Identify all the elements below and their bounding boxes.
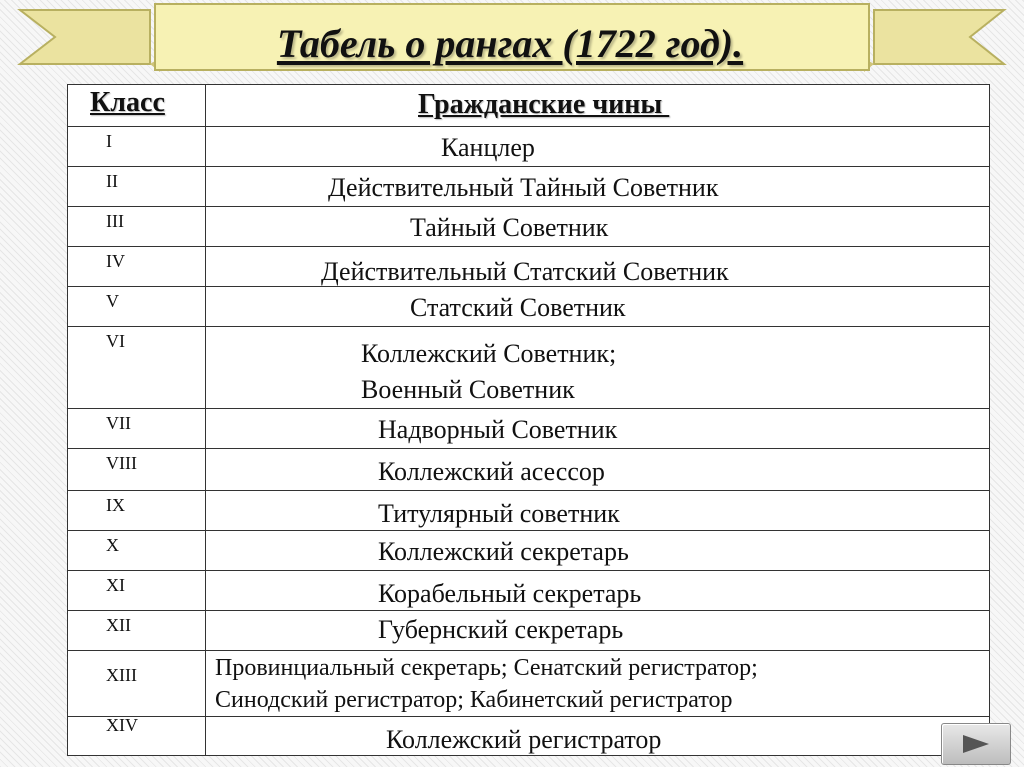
class-cell	[68, 449, 206, 490]
class-number: V	[106, 291, 119, 311]
rank-title: Военный Советник	[361, 375, 575, 404]
class-number: XII	[106, 615, 131, 635]
table-row	[67, 326, 990, 408]
header-class-label: Класс	[90, 87, 165, 118]
rank-title: Провинциальный секретарь; Сенатский регистратор;	[215, 655, 758, 681]
table-row	[67, 716, 990, 756]
class-number: I	[106, 131, 112, 151]
rank-title: Губернский секретарь	[378, 615, 624, 644]
class-number: IV	[106, 251, 125, 271]
class-number: XIV	[106, 715, 138, 735]
class-cell	[68, 327, 206, 408]
rank-title: Действительный Тайный Советник	[328, 173, 719, 202]
table-row	[67, 166, 990, 206]
rank-title: Статский Советник	[410, 293, 626, 322]
class-cell	[68, 651, 206, 716]
class-cell	[68, 491, 206, 530]
rank-title: Корабельный секретарь	[378, 579, 642, 608]
table-row	[67, 530, 990, 570]
table-row	[67, 286, 990, 326]
play-triangle-icon	[961, 733, 991, 755]
class-cell	[68, 167, 206, 206]
header-class-cell	[68, 85, 206, 126]
class-cell	[68, 207, 206, 246]
class-cell	[68, 409, 206, 448]
class-cell	[68, 717, 206, 755]
rank-title: Коллежский Советник;	[361, 339, 617, 368]
class-cell	[68, 127, 206, 166]
rank-title: Тайный Советник	[410, 213, 609, 242]
header-ranks-label: Гражданские чины	[418, 89, 670, 120]
rank-title: Канцлер	[441, 133, 535, 162]
class-number: VII	[106, 413, 131, 433]
class-cell	[68, 247, 206, 286]
table-header-row	[67, 84, 990, 126]
rank-title: Коллежский регистратор	[386, 725, 662, 754]
class-cell	[68, 611, 206, 650]
rank-title: Коллежский секретарь	[378, 537, 629, 566]
table-row	[67, 610, 990, 650]
title-banner	[0, 0, 1024, 90]
table-row	[67, 570, 990, 610]
class-cell	[68, 571, 206, 610]
table-row	[67, 206, 990, 246]
class-number: XIII	[106, 665, 137, 685]
next-slide-button[interactable]	[941, 723, 1011, 765]
table-row	[67, 126, 990, 166]
table-row	[67, 448, 990, 490]
rank-title: Коллежский асессор	[378, 457, 605, 486]
class-number: II	[106, 171, 118, 191]
class-number: X	[106, 535, 119, 555]
table-row	[67, 408, 990, 448]
class-number: VIII	[106, 453, 137, 473]
rank-title: Синодский регистратор; Кабинетский регистратор	[215, 687, 733, 713]
class-number: IX	[106, 495, 125, 515]
class-number: III	[106, 211, 124, 231]
class-cell	[68, 287, 206, 326]
class-cell	[68, 531, 206, 570]
table-row	[67, 490, 990, 530]
page-title: Табель о рангах (1722 год).	[276, 20, 744, 66]
rank-title: Надворный Советник	[378, 415, 618, 444]
table-row	[67, 650, 990, 716]
class-number: VI	[106, 331, 125, 351]
class-number: XI	[106, 575, 125, 595]
table-row	[67, 246, 990, 286]
rank-title: Действительный Статский Советник	[321, 257, 729, 286]
rank-title: Титулярный советник	[378, 499, 620, 528]
